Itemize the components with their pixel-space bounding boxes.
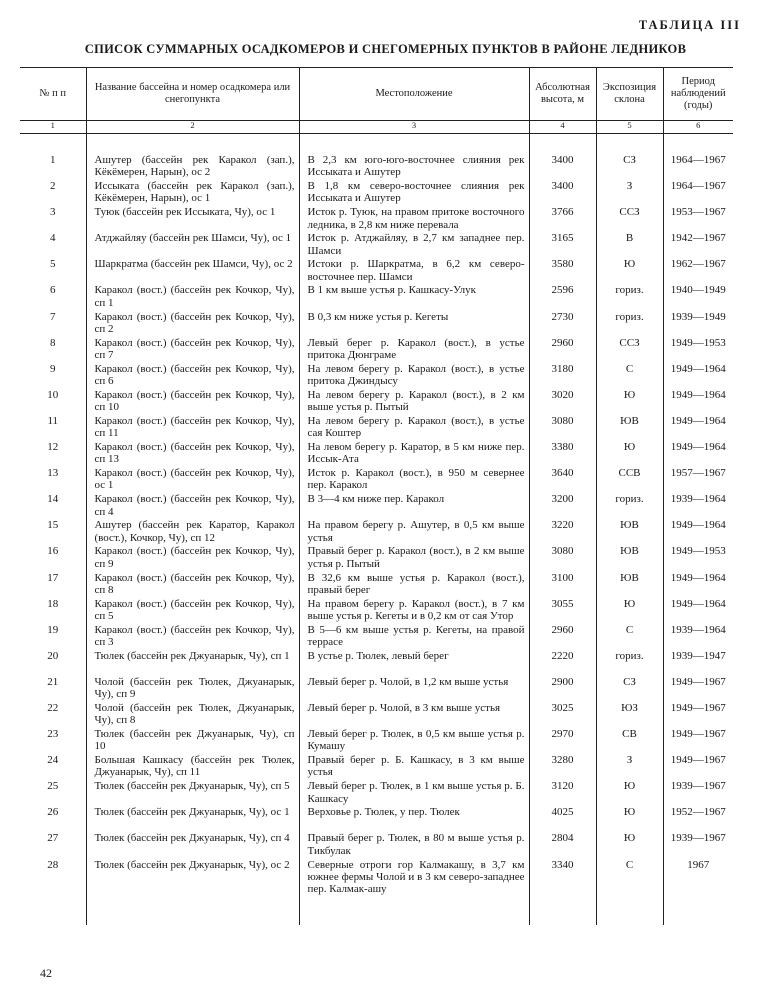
altitude-value: 3580 bbox=[529, 258, 596, 284]
row-number: 13 bbox=[47, 467, 59, 480]
station-location: На левом берегу р. Каракол (вост.), в устье притока Джиндысу bbox=[299, 363, 529, 389]
altitude-value: 2730 bbox=[529, 311, 596, 337]
table-row bbox=[20, 232, 733, 258]
exposure-value: ССЗ bbox=[596, 206, 663, 232]
station-name: Каракол (вост.) (бассейн рек Кочкор, Чу), сп 2 bbox=[86, 311, 299, 337]
table-row bbox=[20, 415, 733, 441]
station-location: Исток р. Каракол (вост.), в 950 м севернее пер. Каракол bbox=[299, 467, 529, 493]
exposure-value: гориз. bbox=[596, 650, 663, 676]
row-number: 19 bbox=[47, 623, 59, 636]
altitude-value: 2960 bbox=[529, 624, 596, 650]
page-title: СПИСОК СУММАРНЫХ ОСАДКОМЕРОВ И СНЕГОМЕРНЫХ ПУНКТОВ В РАЙОНЕ ЛЕДНИКОВ bbox=[84, 42, 687, 56]
table-row bbox=[20, 258, 733, 284]
period-value: 1939—1967 bbox=[663, 832, 733, 858]
col-header-name: Название бассейна и номер осадкомера или снегопункта bbox=[86, 68, 299, 121]
period-value: 1942—1967 bbox=[663, 232, 733, 258]
row-number: 23 bbox=[47, 728, 59, 741]
station-name: Большая Кашкасу (бассейн рек Тюлек, Джуанарык, Чу), сп 11 bbox=[86, 754, 299, 780]
data-table bbox=[20, 67, 733, 925]
exposure-value: Ю bbox=[596, 389, 663, 415]
col-header-altitude: Абсолютная высота, м bbox=[529, 68, 596, 121]
exposure-value: гориз. bbox=[596, 284, 663, 310]
table-row bbox=[20, 180, 733, 206]
exposure-value: ЮВ bbox=[596, 415, 663, 441]
table-row bbox=[20, 806, 733, 832]
altitude-value: 2970 bbox=[529, 728, 596, 754]
col-number: 1 bbox=[20, 121, 86, 134]
station-location: Истоки р. Шаркратма, в 6,2 км северо-восточнее пер. Шамси bbox=[299, 258, 529, 284]
station-location: Левый берег р. Тюлек, в 0,5 км выше устья р. Кумашу bbox=[299, 728, 529, 754]
period-value: 1949—1953 bbox=[663, 337, 733, 363]
station-name: Каракол (вост.) (бассейн рек Кочкор, Чу), сп 11 bbox=[86, 415, 299, 441]
table-row bbox=[20, 702, 733, 728]
period-value: 1940—1949 bbox=[663, 284, 733, 310]
col-header-exposure: Экспозиция склона bbox=[596, 68, 663, 121]
period-value: 1949—1964 bbox=[663, 598, 733, 624]
row-number: 12 bbox=[47, 441, 59, 454]
row-number: 6 bbox=[50, 284, 56, 297]
altitude-value: 3080 bbox=[529, 415, 596, 441]
spacer-row bbox=[20, 895, 733, 925]
altitude-value: 3100 bbox=[529, 572, 596, 598]
altitude-value: 3340 bbox=[529, 859, 596, 896]
exposure-value: Ю bbox=[596, 598, 663, 624]
exposure-value: гориз. bbox=[596, 311, 663, 337]
altitude-value: 3025 bbox=[529, 702, 596, 728]
exposure-value: Ю bbox=[596, 806, 663, 832]
col-header-location: Местоположение bbox=[299, 68, 529, 121]
table-row bbox=[20, 441, 733, 467]
altitude-value: 3766 bbox=[529, 206, 596, 232]
exposure-value: С bbox=[596, 859, 663, 896]
station-location: Правый берег р. Тюлек, в 80 м выше устья р. Тикбулак bbox=[299, 832, 529, 858]
station-name: Ашутер (бассейн рек Каратор, Каракол (вост.), Кочкор, Чу), сп 12 bbox=[86, 519, 299, 545]
table-row bbox=[20, 832, 733, 858]
table-row bbox=[20, 676, 733, 702]
station-name: Каракол (вост.) (бассейн рек Кочкор, Чу), сп 13 bbox=[86, 441, 299, 467]
table-row bbox=[20, 545, 733, 571]
table-row bbox=[20, 311, 733, 337]
exposure-value: Ю bbox=[596, 832, 663, 858]
col-number: 4 bbox=[529, 121, 596, 134]
row-number: 14 bbox=[47, 493, 59, 506]
station-location: Левый берег р. Чолой, в 1,2 км выше устья bbox=[299, 676, 529, 702]
station-name: Каракол (вост.) (бассейн рек Кочкор, Чу), сп 1 bbox=[86, 284, 299, 310]
station-location: На левом берегу р. Каратор, в 5 км ниже пер. Иссык-Ата bbox=[299, 441, 529, 467]
table-row bbox=[20, 650, 733, 676]
altitude-value: 3180 bbox=[529, 363, 596, 389]
exposure-value: ССЗ bbox=[596, 337, 663, 363]
row-number: 5 bbox=[50, 258, 56, 271]
period-value: 1939—1947 bbox=[663, 650, 733, 676]
station-name: Ашутер (бассейн рек Каракол (зап.), Кёкёмерен, Нарын), ос 2 bbox=[86, 154, 299, 180]
row-number: 1 bbox=[50, 154, 56, 166]
col-number: 5 bbox=[596, 121, 663, 134]
row-number: 20 bbox=[47, 649, 59, 662]
table-row bbox=[20, 624, 733, 650]
row-number: 22 bbox=[47, 701, 59, 714]
period-value: 1949—1967 bbox=[663, 676, 733, 702]
header-row bbox=[20, 68, 733, 121]
altitude-value: 2804 bbox=[529, 832, 596, 858]
station-location: Левый берег р. Чолой, в 3 км выше устья bbox=[299, 702, 529, 728]
station-name: Шаркратма (бассейн рек Шамси, Чу), ос 2 bbox=[86, 258, 299, 284]
period-value: 1967 bbox=[663, 859, 733, 896]
station-location: В 32,6 км выше устья р. Каракол (вост.), правый берег bbox=[299, 572, 529, 598]
period-value: 1964—1967 bbox=[663, 154, 733, 180]
station-name: Чолой (бассейн рек Тюлек, Джуанарык, Чу), сп 9 bbox=[86, 676, 299, 702]
col-number: 2 bbox=[86, 121, 299, 134]
station-name: Атджайляу (бассейн рек Шамси, Чу), ос 1 bbox=[86, 232, 299, 258]
column-number-row bbox=[20, 121, 733, 134]
row-number: 21 bbox=[47, 675, 59, 688]
table-row bbox=[20, 389, 733, 415]
station-name: Тюлек (бассейн рек Джуанарык, Чу), сп 4 bbox=[86, 832, 299, 858]
col-number: 3 bbox=[299, 121, 529, 134]
station-location: В 1,8 км северо-восточнее слияния рек Иссыката и Ашутер bbox=[299, 180, 529, 206]
period-value: 1949—1967 bbox=[663, 728, 733, 754]
row-number: 9 bbox=[50, 362, 56, 375]
row-number: 16 bbox=[47, 545, 59, 558]
row-number: 7 bbox=[50, 310, 56, 323]
station-name: Тюлек (бассейн рек Джуанарык, Чу), сп 1 bbox=[86, 650, 299, 676]
station-name: Каракол (вост.) (бассейн рек Кочкор, Чу), сп 9 bbox=[86, 545, 299, 571]
altitude-value: 2220 bbox=[529, 650, 596, 676]
row-number: 15 bbox=[47, 519, 59, 532]
period-value: 1952—1967 bbox=[663, 806, 733, 832]
period-value: 1949—1967 bbox=[663, 754, 733, 780]
exposure-value: З bbox=[596, 754, 663, 780]
station-location: В 5—6 км выше устья р. Кегеты, на правой террасе bbox=[299, 624, 529, 650]
period-value: 1957—1967 bbox=[663, 467, 733, 493]
period-value: 1964—1967 bbox=[663, 180, 733, 206]
row-number: 18 bbox=[47, 597, 59, 610]
altitude-value: 3280 bbox=[529, 754, 596, 780]
table-row bbox=[20, 337, 733, 363]
table-row bbox=[20, 754, 733, 780]
station-location: В 0,3 км ниже устья р. Кегеты bbox=[299, 311, 529, 337]
station-location: Верховье р. Тюлек, у пер. Тюлек bbox=[299, 806, 529, 832]
exposure-value: ЮВ bbox=[596, 545, 663, 571]
exposure-value: ЮВ bbox=[596, 572, 663, 598]
page-number: 42 bbox=[40, 966, 52, 980]
station-location: Исток р. Атджайляу, в 2,7 км западнее пер. Шамси bbox=[299, 232, 529, 258]
station-name: Тюлек (бассейн рек Джуанарык, Чу), сп 5 bbox=[86, 780, 299, 806]
altitude-value: 3380 bbox=[529, 441, 596, 467]
station-location: В 1 км выше устья р. Кашкасу-Улук bbox=[299, 284, 529, 310]
altitude-value: 3055 bbox=[529, 598, 596, 624]
altitude-value: 4025 bbox=[529, 806, 596, 832]
period-value: 1949—1964 bbox=[663, 415, 733, 441]
row-number: 28 bbox=[47, 858, 59, 871]
altitude-value: 3080 bbox=[529, 545, 596, 571]
station-location: Правый берег р. Б. Кашкасу, в 3 км выше устья bbox=[299, 754, 529, 780]
altitude-value: 3165 bbox=[529, 232, 596, 258]
exposure-value: С bbox=[596, 624, 663, 650]
exposure-value: Ю bbox=[596, 258, 663, 284]
row-number: 24 bbox=[47, 754, 59, 767]
station-name: Тюлек (бассейн рек Джуанарык, Чу), ос 1 bbox=[86, 806, 299, 832]
row-number: 4 bbox=[50, 232, 56, 245]
altitude-value: 3640 bbox=[529, 467, 596, 493]
station-name: Иссыката (бассейн рек Каракол (зап.), Кёкёмерен, Нарын), ос 1 bbox=[86, 180, 299, 206]
altitude-value: 3220 bbox=[529, 519, 596, 545]
station-location: Северные отроги гор Калмакашу, в 3,7 км южнее фермы Чолой и в 3 км северо-западнее пер. Калмак-ашу bbox=[299, 859, 529, 896]
altitude-value: 2900 bbox=[529, 676, 596, 702]
station-location: Левый берег р. Тюлек, в 1 км выше устья р. Б. Кашкасу bbox=[299, 780, 529, 806]
row-number: 2 bbox=[50, 180, 56, 193]
station-name: Каракол (вост.) (бассейн рек Кочкор, Чу), сп 7 bbox=[86, 337, 299, 363]
data-table-container bbox=[20, 67, 733, 963]
station-name: Каракол (вост.) (бассейн рек Кочкор, Чу), ос 1 bbox=[86, 467, 299, 493]
station-name: Тюлек (бассейн рек Джуанарык, Чу), ос 2 bbox=[86, 859, 299, 896]
station-name: Чолой (бассейн рек Тюлек, Джуанарык, Чу), сп 8 bbox=[86, 702, 299, 728]
station-location: На правом берегу р. Каракол (вост.), в 7 км выше устья р. Кегеты и в 0,2 км от сая Утор bbox=[299, 598, 529, 624]
row-number: 26 bbox=[47, 806, 59, 819]
period-value: 1939—1964 bbox=[663, 493, 733, 519]
table-row bbox=[20, 728, 733, 754]
table-row bbox=[20, 493, 733, 519]
exposure-value: ЮВ bbox=[596, 519, 663, 545]
row-number: 17 bbox=[47, 571, 59, 584]
station-name: Каракол (вост.) (бассейн рек Кочкор, Чу), сп 3 bbox=[86, 624, 299, 650]
station-location: На левом берегу р. Каракол (вост.), в устье сая Коштер bbox=[299, 415, 529, 441]
period-value: 1949—1953 bbox=[663, 545, 733, 571]
station-name: Каракол (вост.) (бассейн рек Кочкор, Чу), сп 8 bbox=[86, 572, 299, 598]
table-row bbox=[20, 519, 733, 545]
exposure-value: гориз. bbox=[596, 493, 663, 519]
row-number: 10 bbox=[47, 388, 59, 401]
period-value: 1949—1967 bbox=[663, 702, 733, 728]
period-value: 1939—1949 bbox=[663, 311, 733, 337]
period-value: 1953—1967 bbox=[663, 206, 733, 232]
altitude-value: 2960 bbox=[529, 337, 596, 363]
exposure-value: ССВ bbox=[596, 467, 663, 493]
table-tag: ТАБЛИЦА III bbox=[638, 18, 741, 32]
altitude-value: 3400 bbox=[529, 154, 596, 180]
station-location: В устье р. Тюлек, левый берег bbox=[299, 650, 529, 676]
spacer-row bbox=[20, 134, 733, 155]
period-value: 1962—1967 bbox=[663, 258, 733, 284]
station-location: На правом берегу р. Ашутер, в 0,5 км выше устья bbox=[299, 519, 529, 545]
station-name: Каракол (вост.) (бассейн рек Кочкор, Чу), сп 5 bbox=[86, 598, 299, 624]
exposure-value: З bbox=[596, 180, 663, 206]
col-number: 6 bbox=[663, 121, 733, 134]
station-location: В 3—4 км ниже пер. Каракол bbox=[299, 493, 529, 519]
table-row bbox=[20, 780, 733, 806]
station-location: Левый берег р. Каракол (вост.), в устье притока Дюнграме bbox=[299, 337, 529, 363]
altitude-value: 2596 bbox=[529, 284, 596, 310]
exposure-value: Ю bbox=[596, 441, 663, 467]
table-row bbox=[20, 598, 733, 624]
station-name: Каракол (вост.) (бассейн рек Кочкор, Чу), сп 4 bbox=[86, 493, 299, 519]
exposure-value: Ю bbox=[596, 780, 663, 806]
exposure-value: В bbox=[596, 232, 663, 258]
exposure-value: СВ bbox=[596, 728, 663, 754]
station-name: Туюк (бассейн рек Иссыката, Чу), ос 1 bbox=[86, 206, 299, 232]
station-location: На левом берегу р. Каракол (вост.), в 2 км выше устья р. Пытый bbox=[299, 389, 529, 415]
row-number: 11 bbox=[47, 414, 59, 427]
col-header-period: Период наблюдений (годы) bbox=[663, 68, 733, 121]
period-value: 1949—1964 bbox=[663, 363, 733, 389]
table-row bbox=[20, 154, 733, 180]
period-value: 1949—1964 bbox=[663, 441, 733, 467]
col-header-num: № п п bbox=[20, 68, 86, 121]
altitude-value: 3200 bbox=[529, 493, 596, 519]
row-number: 8 bbox=[50, 336, 56, 349]
station-name: Тюлек (бассейн рек Джуанарык, Чу), сп 10 bbox=[86, 728, 299, 754]
row-number: 27 bbox=[47, 832, 59, 845]
table-row bbox=[20, 572, 733, 598]
period-value: 1939—1964 bbox=[663, 624, 733, 650]
table-row bbox=[20, 284, 733, 310]
period-value: 1949—1964 bbox=[663, 519, 733, 545]
exposure-value: С bbox=[596, 363, 663, 389]
station-name: Каракол (вост.) (бассейн рек Кочкор, Чу), сп 10 bbox=[86, 389, 299, 415]
period-value: 1949—1964 bbox=[663, 572, 733, 598]
row-number: 25 bbox=[47, 780, 59, 793]
exposure-value: СЗ bbox=[596, 676, 663, 702]
station-location: Правый берег р. Каракол (вост.), в 2 км выше устья р. Пытый bbox=[299, 545, 529, 571]
station-location: В 2,3 км юго-юго-восточнее слияния рек Иссыката и Ашутер bbox=[299, 154, 529, 180]
table-row bbox=[20, 859, 733, 896]
altitude-value: 3120 bbox=[529, 780, 596, 806]
table-row bbox=[20, 467, 733, 493]
exposure-value: ЮЗ bbox=[596, 702, 663, 728]
exposure-value: СЗ bbox=[596, 154, 663, 180]
altitude-value: 3400 bbox=[529, 180, 596, 206]
period-value: 1939—1967 bbox=[663, 780, 733, 806]
table-row bbox=[20, 206, 733, 232]
station-name: Каракол (вост.) (бассейн рек Кочкор, Чу), сп 6 bbox=[86, 363, 299, 389]
station-location: Исток р. Туюк, на правом притоке восточного ледника, в 2,8 км ниже перевала bbox=[299, 206, 529, 232]
period-value: 1949—1964 bbox=[663, 389, 733, 415]
table-row bbox=[20, 363, 733, 389]
altitude-value: 3020 bbox=[529, 389, 596, 415]
row-number: 3 bbox=[50, 206, 56, 219]
